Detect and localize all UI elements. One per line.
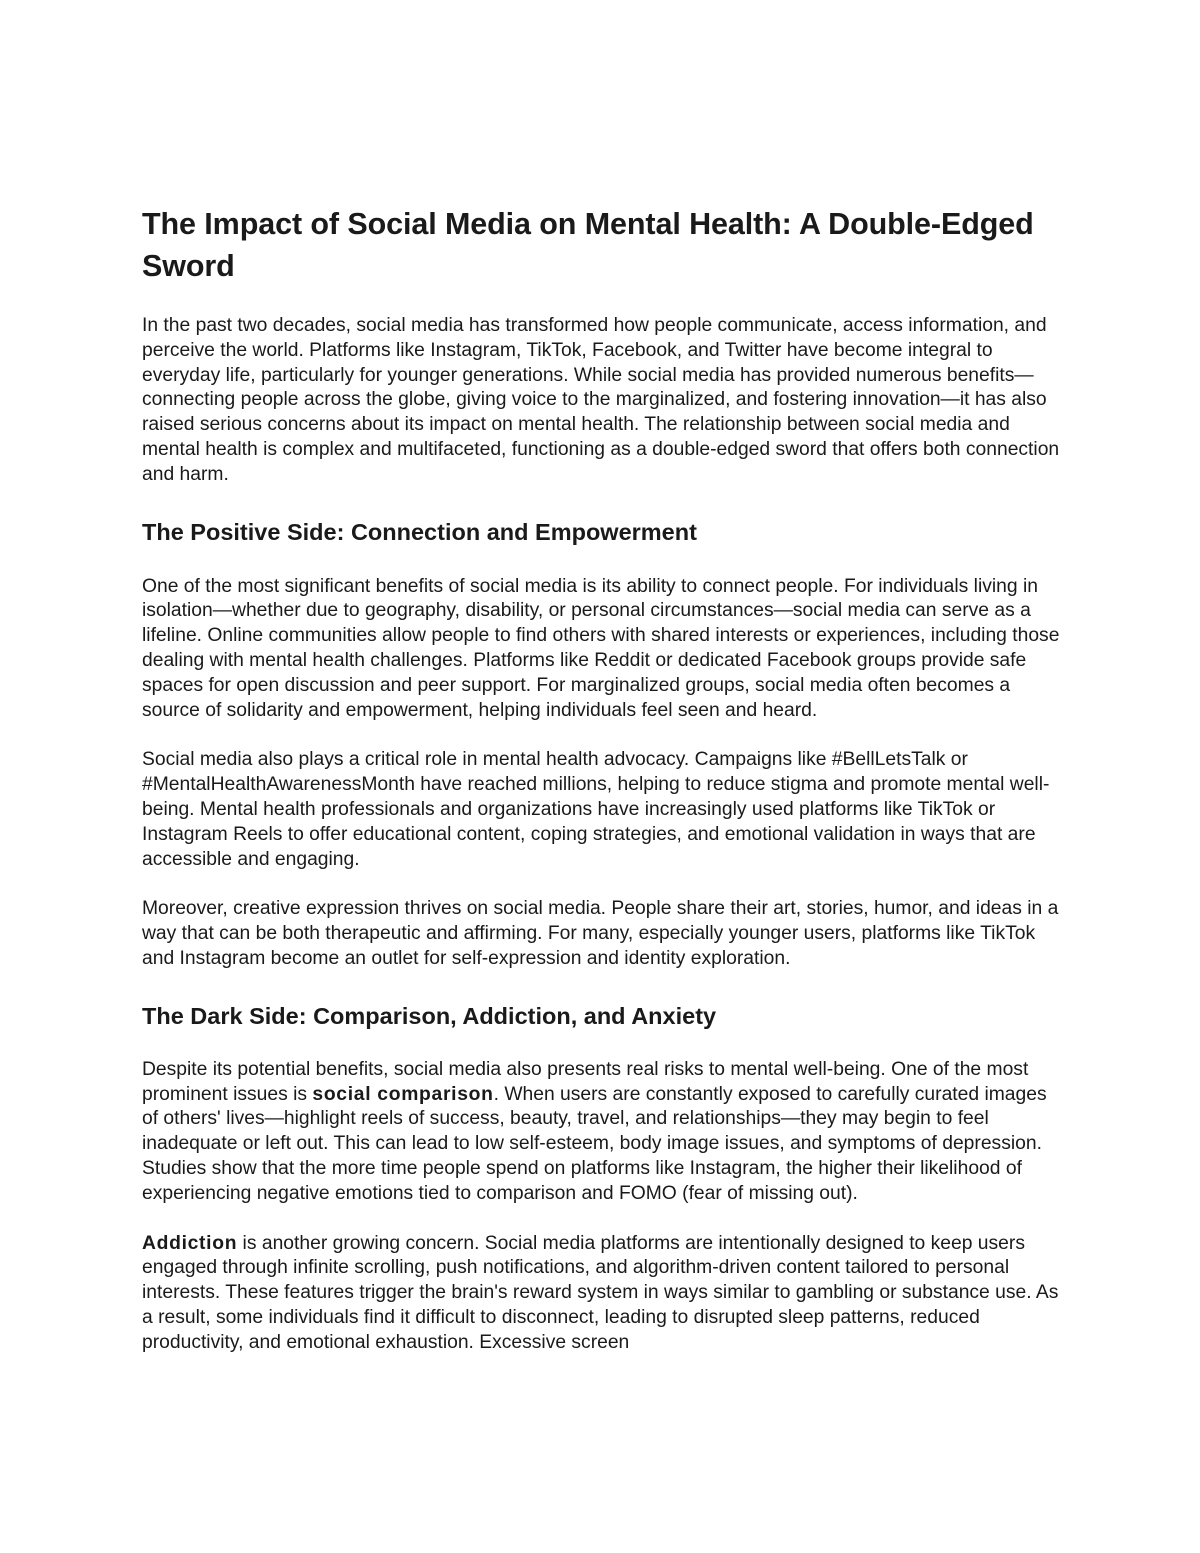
bold-term-addiction: Addiction: [142, 1232, 238, 1254]
positive-paragraph-1: One of the most significant benefits of social media is its ability to connect people. For individuals living in isolation—whether due to geography, disability, or personal circumstances—social media can serve as a lifeline. Online communities allow people to find others with shared interests or experiences, including those dealing with mental health challenges. Platforms like Reddit or dedicated Facebook groups provide safe spaces for open discussion and peer support. For marginalized groups, social media often becomes a source of solidarity and empowerment, helping individuals feel seen and heard.: [142, 575, 1060, 721]
positive-paragraph-2: Social media also plays a critical role in mental health advocacy. Campaigns like #BellLetsTalk or #MentalHealthAwarenessMonth have reached millions, helping to reduce stigma and promote mental well-being. Mental health professionals and organizations have increasingly used platforms like TikTok or Instagram Reels to offer educational content, coping strategies, and emotional validation in ways that are accessible and engaging.: [142, 749, 1050, 870]
dark-paragraph-2: [142, 1232, 1067, 1356]
section-heading-dark: The Dark Side: Comparison, Addiction, and Anxiety: [142, 1002, 717, 1029]
dark-paragraph-1: [142, 1058, 1067, 1207]
document-title: The Impact of Social Media on Mental Health: A Double-Edged Sword: [142, 207, 1034, 283]
section-heading-positive: The Positive Side: Connection and Empowerment: [142, 518, 697, 545]
bold-term-social-comparison: social comparison: [312, 1083, 494, 1105]
intro-paragraph: In the past two decades, social media has transformed how people communicate, access information, and perceive the world. Platforms like Instagram, TikTok, Facebook, and Twitter have become integral to everyday life, particularly for younger generations. While social media has provided numerous benefits—connecting people across the globe, giving voice to the marginalized, and fostering innovation—it has also raised serious concerns about its impact on mental health. The relationship between social media and mental health is complex and multifaceted, functioning as a double-edged sword that offers both connection and harm.: [142, 315, 1060, 485]
dark-p1-text-before: Despite its potential benefits, social media also presents real risks to mental well-being. One of the most prominent issues is: [142, 1058, 1029, 1105]
positive-paragraph-3: Moreover, creative expression thrives on social media. People share their art, stories, humor, and ideas in a way that can be both therapeutic and affirming. For many, especially younger users, platforms like TikTok and Instagram become an outlet for self-expression and identity exploration.: [142, 898, 1059, 969]
document-page: [142, 203, 1067, 1356]
dark-p2-text-after: is another growing concern. Social media platforms are intentionally designed to keep users engaged through infinite scrolling, push notifications, and algorithm-driven content tailored to personal interests. These features trigger the brain's reward system in ways similar to gambling or substance use. As a result, some individuals find it difficult to disconnect, leading to disrupted sleep patterns, reduced productivity, and emotional exhaustion. Excessive screen: [142, 1232, 1059, 1353]
dark-p1-text-after: . When users are constantly exposed to carefully curated images of others' lives—highlight reels of success, beauty, travel, and relationships—they may begin to feel inadequate or left out. This can lead to low self-esteem, body image issues, and symptoms of depression. Studies show that the more time people spend on platforms like Instagram, the higher their likelihood of experiencing negative emotions tied to comparison and FOMO (fear of missing out).: [142, 1083, 1047, 1204]
